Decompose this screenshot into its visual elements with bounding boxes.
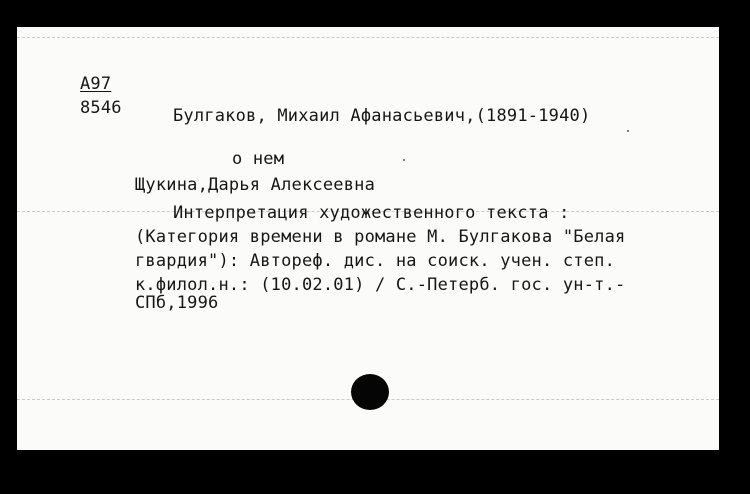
publication-line: СПб,1996 [135,293,219,313]
subject-note: о нем [232,149,285,169]
description-line: гвардия"): Автореф. дис. на соиск. учен. степ. [135,251,616,271]
author-name: Щукина,Дарья Алексеевна [135,175,376,195]
ink-speck [403,159,405,161]
call-number: 8546 [80,98,122,118]
catalog-card [17,27,719,450]
card-ruled-line [17,37,719,38]
subject-heading: Булгаков, Михаил Афанасьевич,(1891-1940) [173,106,591,126]
title-line: Интерпретация художественного текста : [173,203,570,223]
description-line: к.филол.н.: (10.02.01) / С.-Петерб. гос. ун-т.- [135,275,626,295]
title-line: (Категория времени в романе М. Булгакова "Белая [135,227,626,247]
card-punch-hole [351,374,389,410]
shelf-mark: А97 [80,74,112,94]
ink-speck [627,130,629,132]
